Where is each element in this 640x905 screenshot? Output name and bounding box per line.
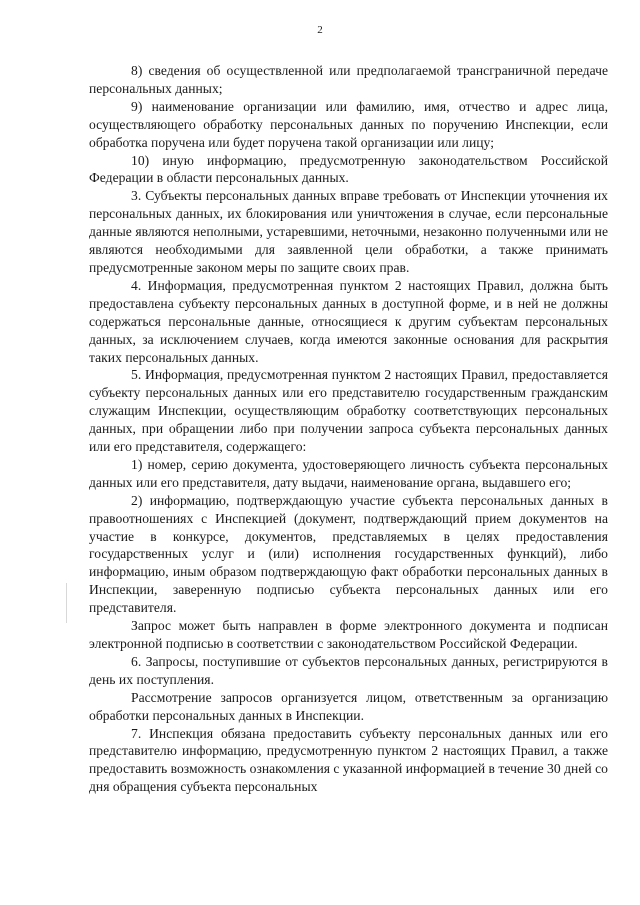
paragraph-electronic-request: Запрос может быть направлен в форме электронного документа и подписан электронной подписью в соответствии с законодательством Российской Федерации. xyxy=(89,618,608,651)
page-number: 2 xyxy=(317,24,323,36)
paragraph-subitem-1: 1) номер, серию документа, удостоверяющего личность субъекта персональных данных или его представителя, дату выдачи, наименование органа, выдавшего его; xyxy=(89,456,608,490)
paragraph-item-9: 9) наименование организации или фамилию, имя, отчество и адрес лица, осуществляющего обработку персональных данных по поручению Инспекции, если обработка поручена или будет поручена такой организации или лицу; xyxy=(89,98,608,150)
paragraph-item-10: 10) иную информацию, предусмотренную законодательством Российской Федерации в области персональных данных. xyxy=(89,152,608,186)
paragraph-clause-6: 6. Запросы, поступившие от субъектов персональных данных, регистрируются в день их поступления. xyxy=(89,653,608,687)
paragraph-subitem-2: 2) информацию, подтверждающую участие субъекта персональных данных в правоотношениях с Инспекцией (документ, подтверждающий прием документов на участие в конкурсе, документов, представляемых в целях предоставления государственных услуг и (или) исполнения государственных функций), либо информацию, иным образом подтверждающую факт обработки персональных данных в Инспекции, заверенную подписью субъекта персональных данных или его представителя. xyxy=(89,492,608,616)
paragraph-item-8: 8) сведения об осуществленной или предполагаемой трансграничной передаче персональных данных; xyxy=(89,63,608,96)
scan-margin-mark xyxy=(66,583,67,623)
paragraph-clause-5: 5. Информация, предусмотренная пунктом 2 настоящих Правил, предоставляется субъекту персональных данных или его представителю государственным гражданским служащим Инспекции, осуществляющим обработку соответствующих персональных данных, при обращении либо при получении запроса субъекта персональных данных или его представителя, содержащего: xyxy=(89,367,608,455)
paragraph-review: Рассмотрение запросов организуется лицом, ответственным за организацию обработки персональных данных в Инспекции. xyxy=(89,689,608,723)
paragraph-clause-4: 4. Информация, предусмотренная пунктом 2 настоящих Правил, должна быть предоставлена субъекту персональных данных в доступной форме, и в ней не должны содержаться персональные данные, относящиеся к другим субъектам персональных данных, за исключением случаев, когда имеются законные основания для раскрытия таких персональных данных. xyxy=(89,277,608,365)
document-body xyxy=(89,62,608,796)
paragraph-clause-7: 7. Инспекция обязана предоставить субъекту персональных данных или его представителю информацию, предусмотренную пунктом 2 настоящих Правил, а также предоставить возможность ознакомления с указанной информацией в течение 30 дней со дня обращения субъекта персональных xyxy=(89,725,608,795)
paragraph-clause-3: 3. Субъекты персональных данных вправе требовать от Инспекции уточнения их персональных данных, их блокирования или уничтожения в случае, если персональные данные являются неполными, устаревшими, неточными, незаконно полученными или не являются необходимыми для заявленной цели обработки, а также принимать предусмотренные законом меры по защите своих прав. xyxy=(89,188,608,275)
